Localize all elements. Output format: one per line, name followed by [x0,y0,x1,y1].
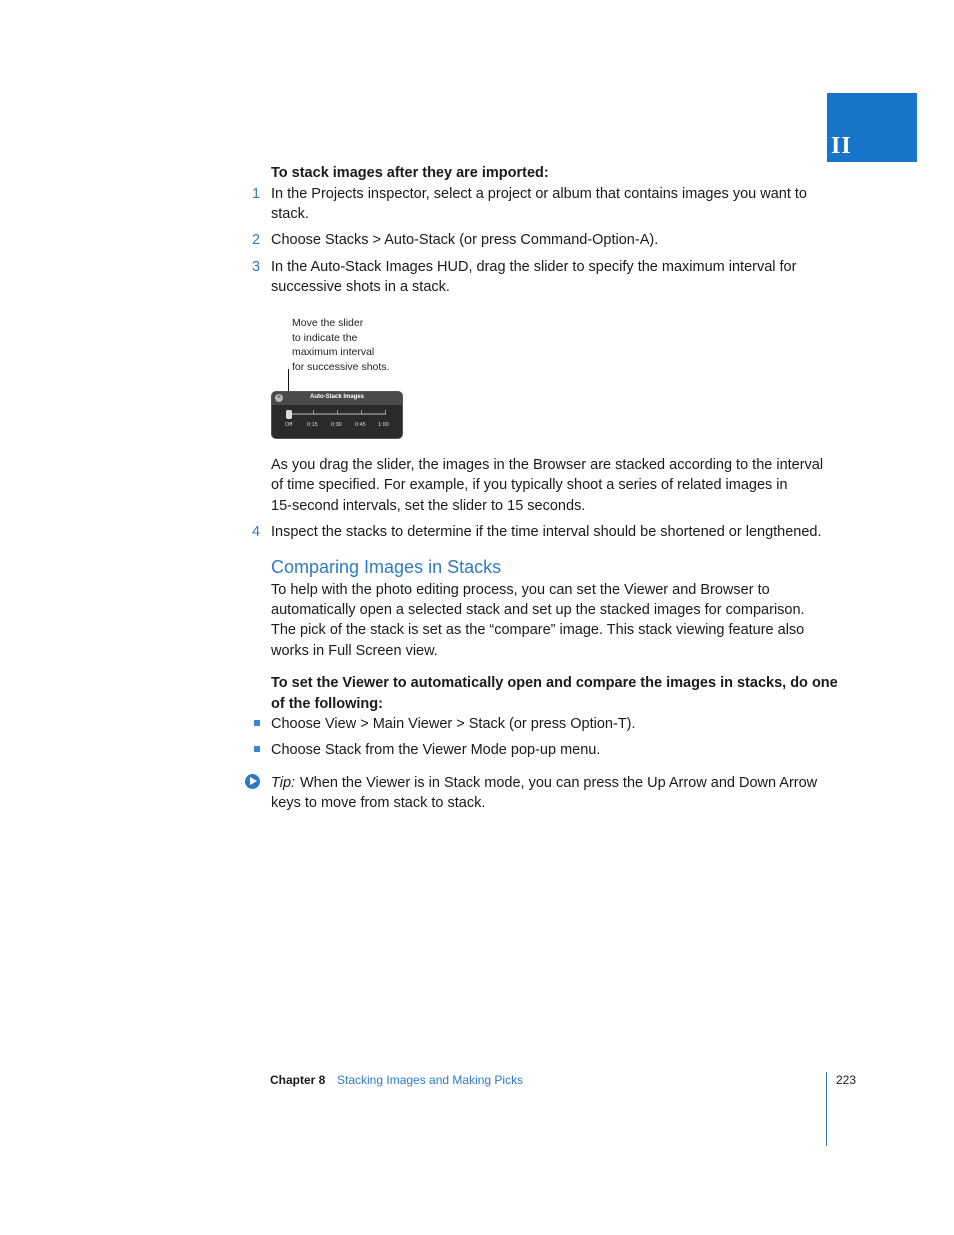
step-number: 4 [252,524,261,540]
bullet-text: Choose View > Main Viewer > Stack (or press Option-T). [271,716,636,732]
bullet-icon [254,720,260,726]
slider-tick [313,410,314,414]
step-number: 3 [252,259,261,275]
slider-label: 1:00 [378,422,389,428]
footer-chapter: Chapter 8 [270,1073,326,1087]
tip-arrow-icon [245,774,260,789]
hud-title: Auto-Stack Images [309,394,364,400]
procedure-title: To stack images after they are imported: [271,165,549,181]
section-heading: Comparing Images in Stacks [271,557,502,577]
callout-line: maximum interval [292,346,375,359]
bullet-icon [254,746,260,752]
body-text: The pick of the stack is set as the “compare” image. This stack viewing feature also [271,622,805,638]
chapter-tab-label: II [831,133,852,159]
slider-label: 0:15 [307,422,318,428]
step-text: In the Auto-Stack Images HUD, drag the slider to specify the maximum interval for [271,259,797,275]
step-number: 1 [252,186,261,202]
callout-line: Move the slider [292,317,364,329]
procedure-title: of the following: [271,696,383,712]
close-icon[interactable]: × [276,394,282,401]
callout-line: to indicate the [292,331,358,344]
slider-tick [337,410,338,414]
slider-tick [385,410,386,414]
body-text: As you drag the slider, the images in the Browser are stacked according to the interval [271,457,824,473]
tip-text: When the Viewer is in Stack mode, you can press the Up Arrow and Down Arrow [300,775,818,791]
procedure-title: To set the Viewer to automatically open and compare the images in stacks, do one [271,675,838,691]
step-text: successive shots in a stack. [271,279,450,295]
body-text: works in Full Screen view. [271,643,438,659]
body-text: 15-second intervals, set the slider to 15 seconds. [271,498,586,514]
step-text: stack. [271,206,309,222]
footer-chapter-title: Stacking Images and Making Picks [337,1073,524,1087]
slider-label: 0:30 [331,422,342,428]
slider-label: Off [285,422,293,428]
figure-callout [292,316,389,374]
auto-stack-hud [271,391,403,439]
body-text: automatically open a selected stack and set up the stacked images for comparison. [271,602,805,618]
slider-tick [361,410,362,414]
tip-text: keys to move from stack to stack. [271,795,486,811]
bullet-text: Choose Stack from the Viewer Mode pop-up menu. [271,742,601,758]
tip-label: Tip: [271,775,296,791]
slider-label: 0:45 [355,422,366,428]
footer-divider [826,1072,827,1146]
page-number: 223 [836,1073,857,1087]
callout-line: for successive shots. [292,360,390,373]
slider-thumb[interactable] [286,410,292,419]
body-text: To help with the photo editing process, you can set the Viewer and Browser to [271,582,770,598]
step-text: Choose Stacks > Auto-Stack (or press Command-Option-A). [271,232,659,248]
body-text: of time specified. For example, if you typically shoot a series of related images in [271,477,788,493]
step-text: Inspect the stacks to determine if the time interval should be shortened or lengthened. [271,524,822,540]
chapter-tab [827,93,917,162]
step-number: 2 [252,232,261,248]
step-text: In the Projects inspector, select a project or album that contains images you want to [271,186,807,202]
hud-titlebar [272,392,402,405]
